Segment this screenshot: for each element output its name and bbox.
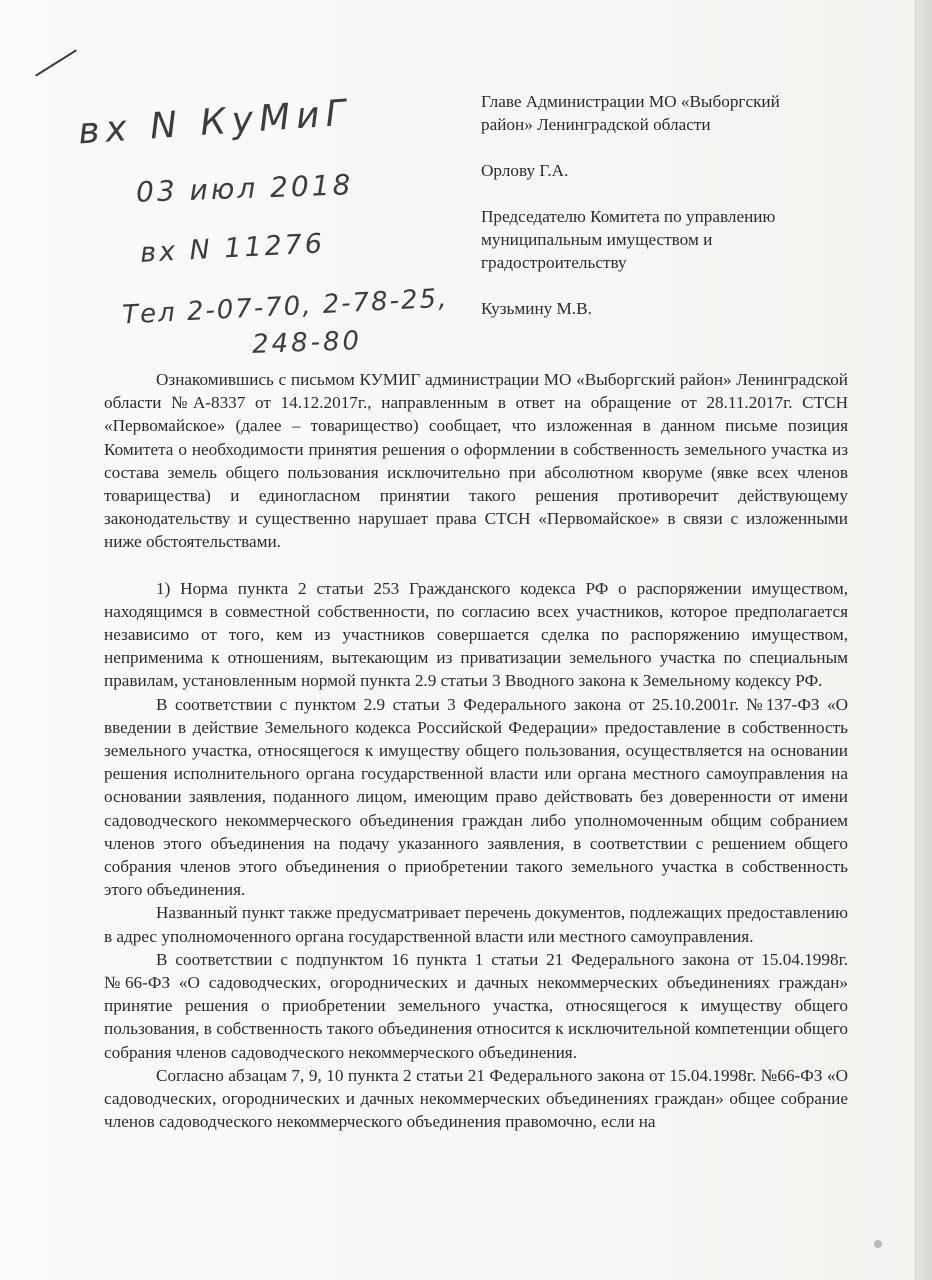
addressee-line: Главе Администрации МО «Выборгский — [481, 92, 780, 111]
addressee-line: муниципальным имуществом и — [481, 230, 713, 249]
addressee-line: градостроительству — [481, 253, 627, 272]
paragraph: Согласно абзацам 7, 9, 10 пункта 2 статьи 21 Федерального закона от 15.04.1998г. №66-ФЗ «О садоводческих, огороднических и дачных некоммерческих объединениях граждан» общее собрание членов садоводческого некоммерческого объединения правомочно, если на — [104, 1065, 848, 1132]
paragraph: Ознакомившись с письмом КУМИГ администрации МО «Выборгский район» Ленинградской области №А-8337 от 14.12.2017г., направленным в ответ на обращение от 28.11.2017г. СТСН «Первомайское» (далее – товарищество) сообщает, что изложенная в данном письме позиция Комитета о необходимости принятия решения о оформлении в собственность земельного участка из состава земель общего пользования исключительно при абсолютном кворуме (явке всех членов товарищества) и единогласном принятии такого решения противоречит действующему законодательству и существенно нарушает права СТСН «Первомайское» в связи с изложенными ниже обстоятельствами. — [104, 370, 848, 552]
paragraph: В соответствии с пунктом 2.9 статьи 3 Федерального закона от 25.10.2001г. №137-ФЗ «О введении в действие Земельного кодекса Российской Федерации» предоставление в собственность земельного участка, относящегося к имуществу общего пользования, осуществляется на основании решения исполнительного органа государственной власти или органа местного самоуправления на основании заявления, поданного лицом, имеющим право действовать без доверенности от имени садоводческого некоммерческого объединения граждан либо уполномоченным общим собранием членов этого объединения на подачу указанного заявления, в соответствии с решением общего собрания членов этого объединения о приобретении такого земельного участка в собственность этого объединения. — [104, 694, 848, 900]
handwritten-incoming-stamp: вх N КуМиГ — [76, 92, 353, 153]
addressee-block — [481, 90, 861, 320]
handwritten-date: 03 июл 2018 — [135, 168, 354, 209]
addressee-line: Председателю Комитета по управлению — [481, 207, 776, 226]
punch-hole — [874, 1240, 882, 1248]
addressee-name: Орлову Г.А. — [481, 161, 569, 180]
paragraph: 1) Норма пункта 2 статьи 253 Гражданского кодекса РФ о распоряжении имуществом, находящимся в совместной собственности, по согласию всех участников, которое предполагается независимо от того, кем из участников совершается сделка по распоряжению имуществом, неприменима к отношениям, вытекающим из приватизации земельного участка по специальным правилам, установленным нормой пункта 2.9 статьи 3 Вводного закона к Земельному кодексу РФ. — [104, 578, 848, 691]
handwritten-incoming-number: вх N 11276 — [139, 228, 326, 269]
handwritten-phone-extra: 248-80 — [251, 326, 363, 360]
addressee-name: Кузьмину М.В. — [481, 299, 592, 318]
handwritten-phones: Тел 2-07-70, 2-78-25, — [121, 283, 450, 331]
paragraph: Названный пункт также предусматривает перечень документов, подлежащих предоставлению в адрес уполномоченного органа государственной власти или местного самоуправления. — [104, 903, 848, 946]
paragraph: В соответствии с подпунктом 16 пункта 1 статьи 21 Федерального закона от 15.04.1998г. №66-ФЗ «О садоводческих, огороднических и дачных некоммерческих объединениях граждан» принятие решения о приобретении земельного участка, относящегося к имуществу общего пользования, в собственность такого объединения относится к исключительной компетенции общего собрания членов садоводческого некоммерческого объединения. — [104, 949, 848, 1062]
letter-body — [104, 368, 848, 1134]
page-edge — [915, 0, 932, 1280]
addressee-line: район» Ленинградской области — [481, 115, 711, 134]
